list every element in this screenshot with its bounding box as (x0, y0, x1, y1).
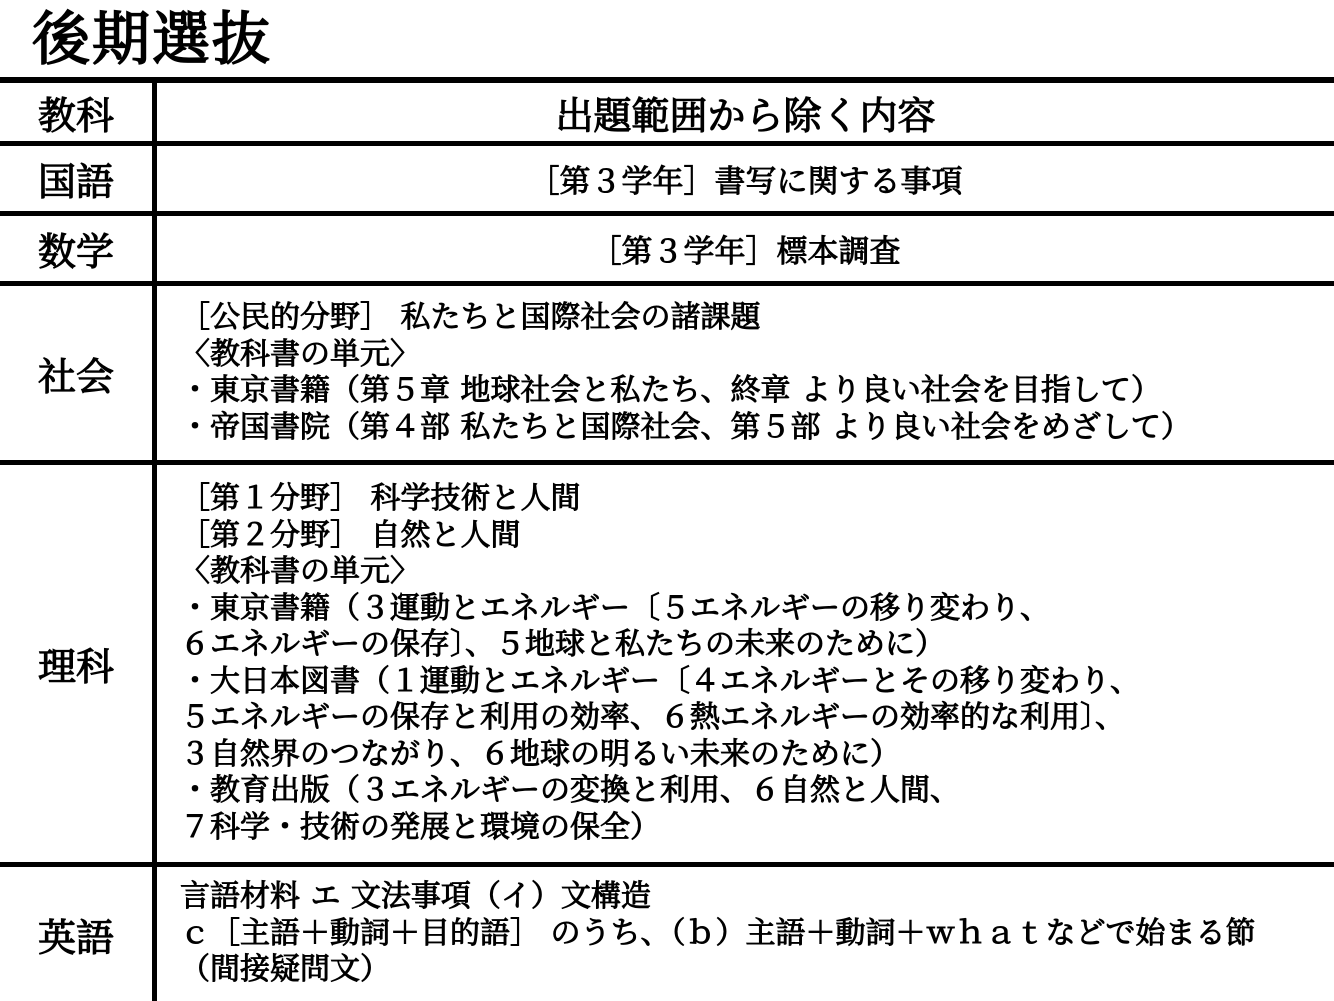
content-line: ・東京書籍（３運動とエネルギー〔５エネルギーの移り変わり、 (180, 590, 1050, 626)
table-header-row (0, 83, 1334, 141)
content-line: ・東京書籍（第５章 地球社会と私たち、終章 より良い社会を目指して） (180, 373, 1161, 408)
content-line: ６エネルギーの保存〕、５地球と私たちの未来のために） (180, 627, 945, 662)
content-line: ｃ［主語＋動詞＋目的語］ のうち、（ｂ）主語＋動詞＋ｗｈａｔなどで始まる節 (180, 915, 1256, 951)
content-line: ・大日本図書（１運動とエネルギー〔４エネルギーとその移り変わり、 (180, 663, 1140, 699)
subject-cell: 数学 (37, 230, 114, 274)
content-cell: ［第３学年］書写に関する事項 (528, 164, 963, 200)
content-line: 言語材料 エ 文法事項（イ）文構造 (180, 879, 651, 915)
subject-cell: 理科 (37, 645, 114, 689)
content-cell (180, 286, 1326, 460)
content-line: ［第１分野］ 科学技術と人間 (180, 481, 581, 516)
page-title: 後期選抜 (32, 5, 273, 73)
subject-cell: 英語 (37, 915, 114, 960)
content-line: ［第２分野］ 自然と人間 (180, 517, 521, 553)
subject-cell: 社会 (37, 354, 114, 399)
content-line: ５エネルギーの保存と利用の効率、６熱エネルギーの効率的な利用〕、 (180, 700, 1125, 735)
table-row-kokugo (0, 146, 1334, 211)
content-line: ３自然界のつながり、６地球の明るい未来のために） (180, 736, 900, 772)
subject-cell: 国語 (37, 160, 114, 204)
header-subject: 教科 (37, 93, 114, 138)
content-line: ・帝国書院（第４部 私たちと国際社会、第５部 より良い社会をめざして） (180, 409, 1191, 445)
content-cell: ［第３学年］標本調査 (590, 234, 901, 270)
content-line: （間接疑問文） (180, 952, 390, 988)
table-row-rika (0, 465, 1334, 862)
content-line: ７科学・技術の発展と環境の保全） (180, 809, 660, 845)
table-row-shakai (0, 286, 1334, 460)
content-line: 〈教科書の単元〉 (180, 336, 420, 372)
header-content: 出題範囲から除く内容 (555, 93, 936, 138)
content-cell (180, 465, 1326, 862)
content-line: ［公民的分野］ 私たちと国際社会の諸課題 (180, 300, 761, 335)
content-line: ・教育出版（３エネルギーの変換と利用、６自然と人間、 (180, 773, 960, 808)
table-row-eigo (0, 867, 1334, 1001)
exclusion-table (0, 77, 1334, 1001)
content-line: 〈教科書の単元〉 (180, 554, 420, 589)
content-cell (180, 867, 1326, 1001)
table-row-sugaku (0, 216, 1334, 281)
